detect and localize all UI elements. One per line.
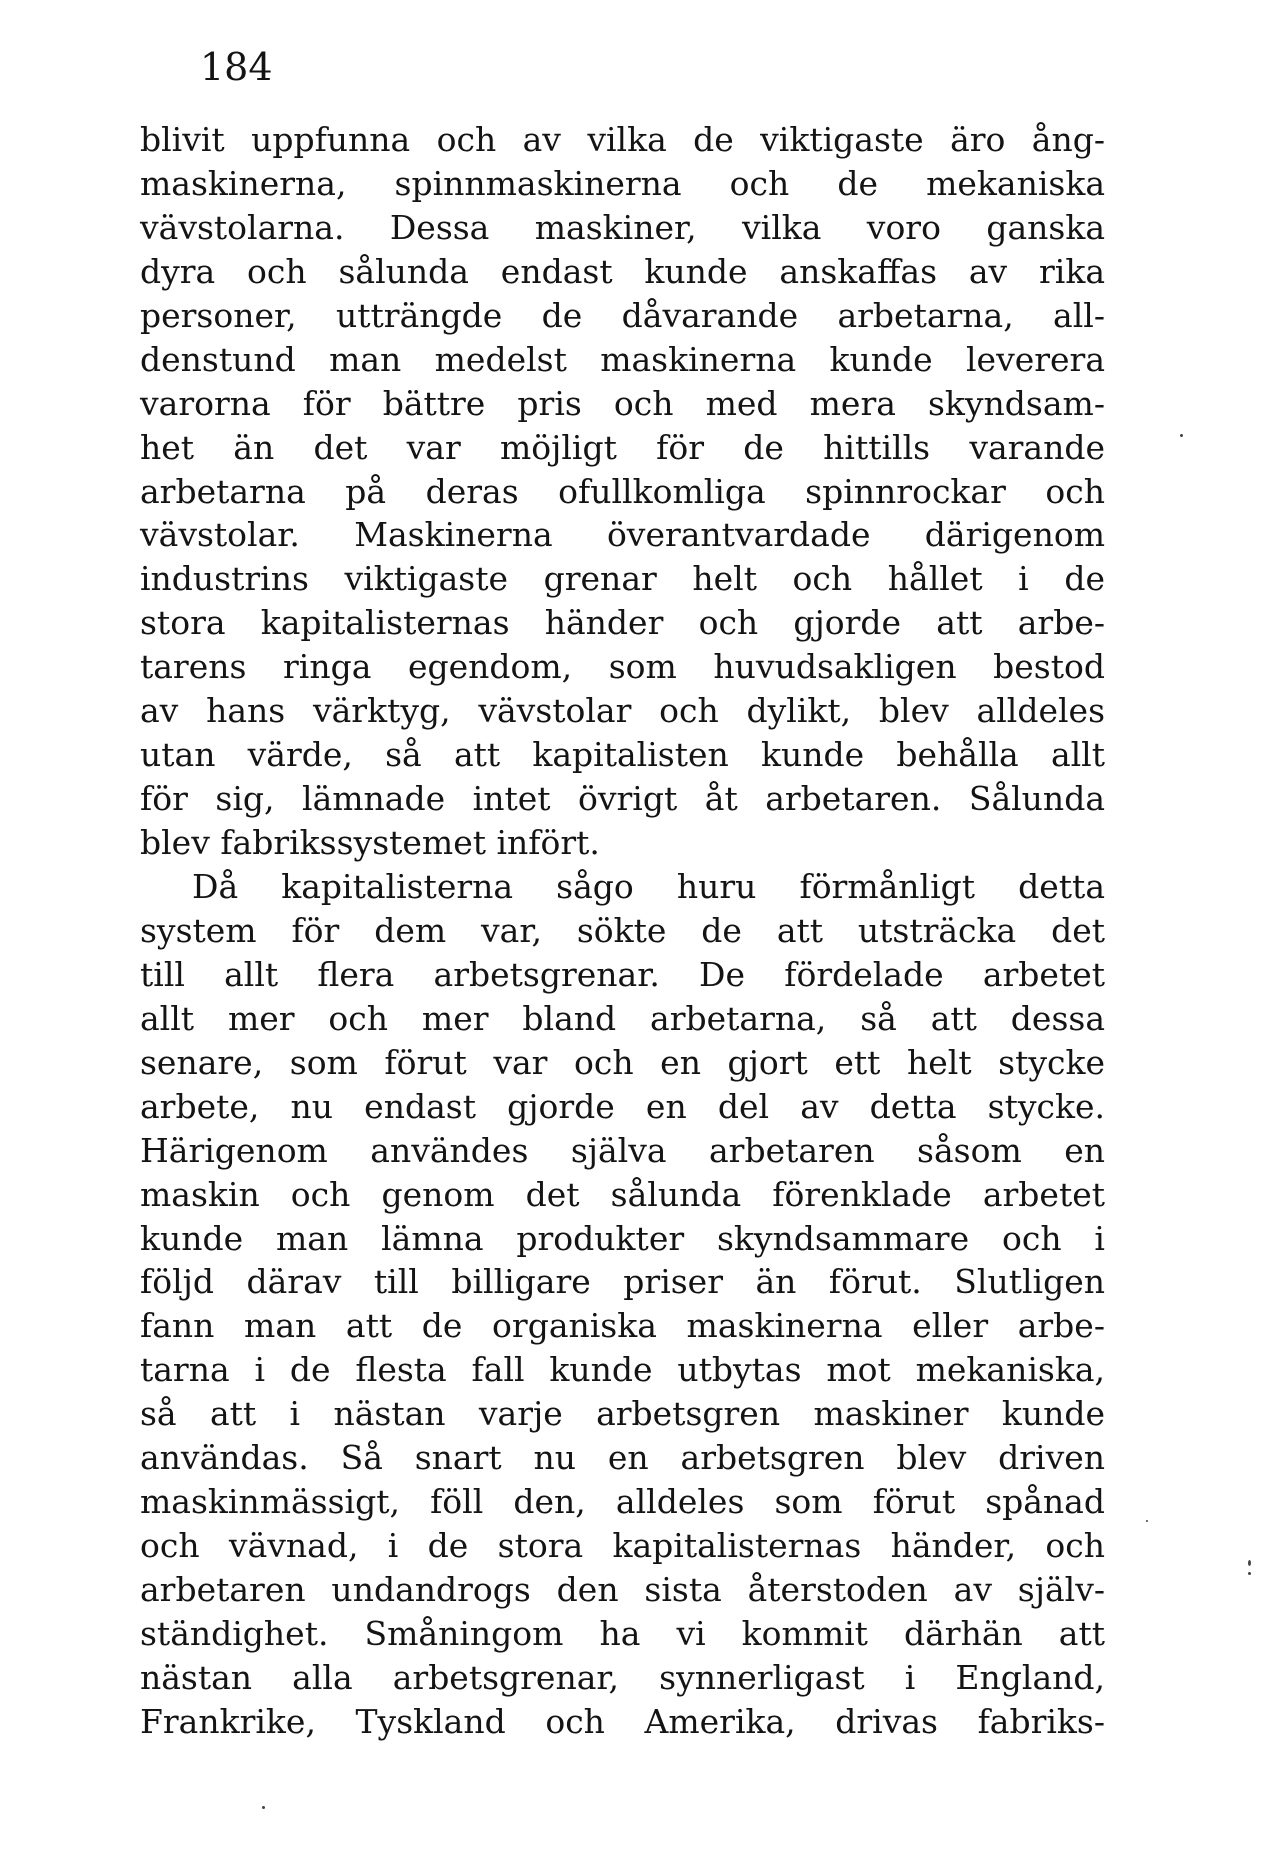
text-line: arbete, nu endast gjorde en del av detta stycke. (140, 1086, 1105, 1126)
text-line: Frankrike, Tyskland och Amerika, drivas fabriks- (140, 1701, 1105, 1741)
text-line: vävstolarna. Dessa maskiner, vilka voro ganska (140, 207, 1105, 247)
text-line: och vävnad, i de stora kapitalisternas händer, och (140, 1526, 1105, 1566)
text-line: blivit uppfunna och av vilka de viktigaste äro ång- (140, 120, 1105, 159)
text-line: Härigenom användes själva arbetaren såsom en (140, 1130, 1105, 1170)
text-line: industrins viktigaste grenar helt och hållet i de (140, 559, 1105, 599)
text-line: kunde man lämna produkter skyndsammare och i (140, 1218, 1105, 1258)
text-line: fann man att de organiska maskinerna eller arbe- (140, 1306, 1105, 1346)
text-line: blev fabrikssystemet infört. (140, 823, 600, 862)
scan-speck (1146, 1520, 1148, 1522)
text-line: maskinmässigt, föll den, alldeles som förut spånad (140, 1482, 1105, 1522)
text-line: denstund man medelst maskinerna kunde leverera (140, 339, 1105, 379)
text-line: system för dem var, sökte de att utsträcka det (140, 910, 1105, 950)
text-line: nästan alla arbetsgrenar, synnerligast i England, (140, 1657, 1105, 1697)
scan-speck (262, 1806, 265, 1809)
text-line: het än det var möjligt för de hittills varande (140, 427, 1105, 467)
paragraph-2 (140, 865, 1105, 1744)
text-line: dyra och sålunda endast kunde anskaffas av rika (140, 251, 1105, 291)
text-line: allt mer och mer bland arbetarna, så att dessa (140, 998, 1105, 1038)
text-line: användas. Så snart nu en arbetsgren blev driven (140, 1438, 1105, 1478)
scan-speck (1248, 1572, 1251, 1575)
scan-speck (1180, 434, 1183, 437)
paragraph-1 (140, 118, 1105, 865)
text-line: ständighet. Småningom ha vi kommit därhän att (140, 1613, 1105, 1653)
text-line: varorna för bättre pris och med mera skyndsam- (140, 383, 1105, 423)
text-line: av hans värktyg, vävstolar och dylikt, blev alldeles (140, 691, 1105, 731)
text-line: så att i nästan varje arbetsgren maskiner kunde (140, 1394, 1105, 1434)
text-line: personer, utträngde de dåvarande arbetarna, all- (140, 295, 1105, 335)
text-line: utan värde, så att kapitalisten kunde behålla allt (140, 735, 1105, 775)
page-number: 184 (200, 45, 273, 89)
text-line: för sig, lämnade intet övrigt åt arbetaren. Sålunda (140, 779, 1105, 819)
text-line: stora kapitalisternas händer och gjorde att arbe- (140, 603, 1105, 643)
text-line: arbetaren undandrogs den sista återstoden av själv- (140, 1570, 1105, 1609)
text-line: Då kapitalisterna sågo huru förmånligt detta (192, 867, 1105, 906)
text-line: maskin och genom det sålunda förenklade arbetet (140, 1174, 1105, 1214)
text-line: vävstolar. Maskinerna överantvardade därigenom (140, 515, 1105, 555)
text-line: arbetarna på deras ofullkomliga spinnrockar och (140, 471, 1105, 511)
text-line: senare, som förut var och en gjort ett helt stycke (140, 1042, 1105, 1082)
text-line: följd därav till billigare priser än förut. Slutligen (140, 1262, 1105, 1302)
text-line: tarna i de flesta fall kunde utbytas mot mekaniska, (140, 1350, 1105, 1390)
text-line: tarens ringa egendom, som huvudsakligen bestod (140, 647, 1105, 687)
text-line: maskinerna, spinnmaskinerna och de mekaniska (140, 163, 1105, 203)
scan-speck (1248, 1560, 1251, 1566)
text-line: till allt flera arbetsgrenar. De fördelade arbetet (140, 954, 1105, 994)
